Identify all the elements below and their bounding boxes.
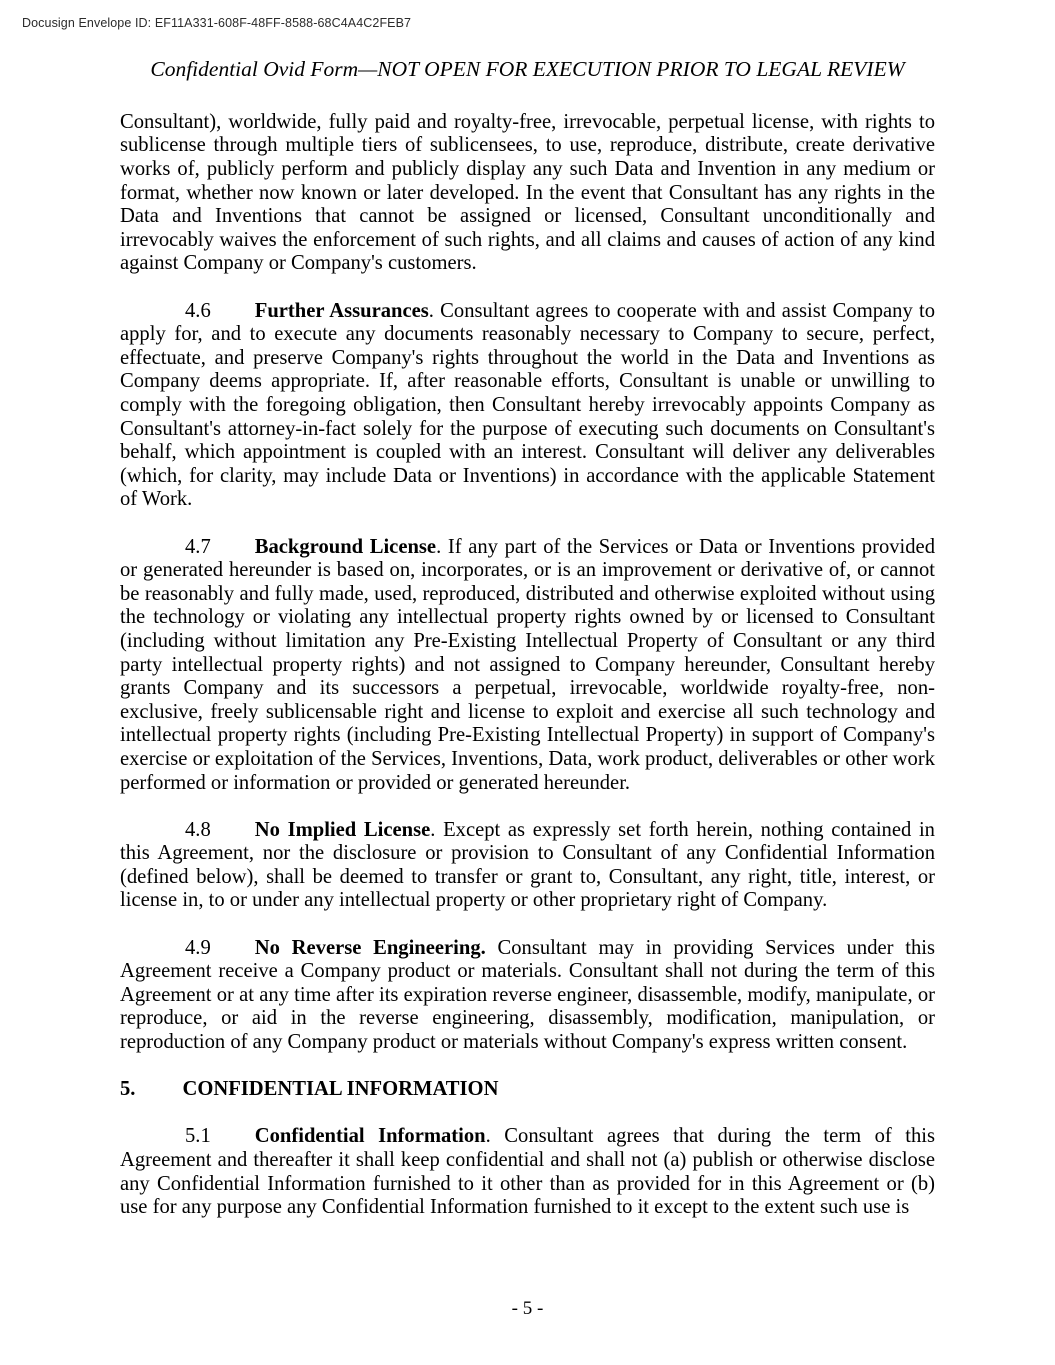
document-body	[120, 111, 935, 1220]
section-number: 4.9	[185, 936, 211, 959]
section-heading-trailing: .	[485, 1125, 491, 1148]
section-heading-run-in: Confidential Information	[254, 1125, 486, 1148]
section-heading-trailing: .	[436, 535, 442, 558]
section-body-text: Consultant may in providing Services under this Agreement receive a Company product or materials. Consultant shall not during the term of this Agreement or at any time after its expiration reverse engineer, disassemble, modify, manipulate, or reproduce, or aid in the reverse engineering, disassembly, modification, manipulation, or reproduction of any Company product or materials without Company's express written consent.	[120, 936, 935, 1054]
section-number: 4.7	[185, 535, 211, 558]
section-body-text: Except as expressly set forth herein, nothing contained in this Agreement, nor the disclosure or provision to Consultant of any Confidential Information (defined below), shall be deemed to transfer or grant to, Consultant, any right, title, interest, or license in, to or under any intellectual property or other proprietary right of Company.	[120, 818, 935, 912]
docusign-envelope-id: Docusign Envelope ID: EF11A331-608F-48FF-8588-68C4A4C2FEB7	[22, 16, 412, 30]
document-header-notice: Confidential Ovid Form—NOT OPEN FOR EXECUTION PRIOR TO LEGAL REVIEW	[150, 57, 905, 81]
paragraph-continued: Consultant), worldwide, fully paid and royalty-free, irrevocable, perpetual license, with rights to sublicense through multiple tiers of sublicensees, to use, reproduce, distribute, create derivative works of, publicly perform and publicly display any such Data and Invention in any medium or format, whether now known or later developed. In the event that Consultant has any rights in the Data and Inventions that cannot be assigned or licensed, Consultant unconditionally and irrevocably waives the enforcement of such rights, and all claims and causes of action of any kind against Company or Company's customers.	[120, 110, 935, 275]
section-heading-run-in: No Implied License	[254, 818, 431, 841]
article-heading-5	[120, 1078, 935, 1102]
section-paragraph-4-8	[120, 819, 935, 913]
section-paragraph-4-7	[120, 536, 935, 796]
section-heading-trailing: .	[430, 818, 436, 841]
section-heading-run-in: No Reverse Engineering.	[254, 936, 486, 959]
section-body-text: Consultant agrees that during the term of this Agreement and thereafter it shall keep confidential and shall not (a) publish or otherwise disclose any Confidential Information furnished to it other than as provided for in this Agreement or (b) use for any purpose any Confidential Information furnished to it except to the extent such use is	[120, 1125, 935, 1219]
section-number: 4.6	[185, 299, 211, 322]
section-heading-run-in: Background License	[254, 535, 437, 558]
section-paragraph-4-9	[120, 937, 935, 1055]
page-number-footer: - 5 -	[511, 1298, 544, 1319]
section-body-text: If any part of the Services or Data or Inventions provided or generated hereunder is based on, incorporates, or is an improvement or derivative of, or cannot be reasonably and fully made, used, reproduced, distributed and otherwise exploited without using the technology or violating any intellectual property rights owned by or licensed to Consultant (including without limitation any Pre-Existing Intellectual Property of Consultant or any third party intellectual property rights) and not assigned to Company hereunder, Consultant hereby grants Company and its successors a perpetual, irrevocable, worldwide royalty-free, non-exclusive, freely sublicensable right and license to exploit and exercise all such technology and intellectual property rights (including Pre-Existing Intellectual Property) in support of Company's exercise or exploitation of the Services, Inventions, Data, work product, deliverables or other work performed or information or provided or generated hereunder.	[120, 535, 935, 794]
article-number: 5.	[120, 1078, 136, 1101]
section-number: 5.1	[185, 1125, 211, 1148]
section-heading-trailing: .	[428, 299, 434, 322]
section-heading-run-in: Further Assurances	[254, 299, 429, 322]
section-paragraph-5-1	[120, 1125, 935, 1219]
section-number: 4.8	[185, 818, 211, 841]
document-page	[120, 0, 935, 1220]
section-body-text: Consultant agrees to cooperate with and assist Company to apply for, and to execute any documents reasonably necessary to Company to secure, perfect, effectuate, and preserve Company's rights throughout the world in the Data and Inventions as Company deems appropriate. If, after reasonable efforts, Consultant is unable or unwilling to comply with the foregoing obligation, then Consultant hereby irrevocably appoints Company as Consultant's attorney-in-fact solely for the purpose of executing such documents on Consultant's behalf, which appointment is coupled with an interest. Consultant will deliver any deliverables (which, for clarity, may include Data or Inventions) in accordance with the applicable Statement of Work.	[120, 299, 935, 511]
article-title: CONFIDENTIAL INFORMATION	[182, 1078, 499, 1101]
section-paragraph-4-6	[120, 300, 935, 512]
